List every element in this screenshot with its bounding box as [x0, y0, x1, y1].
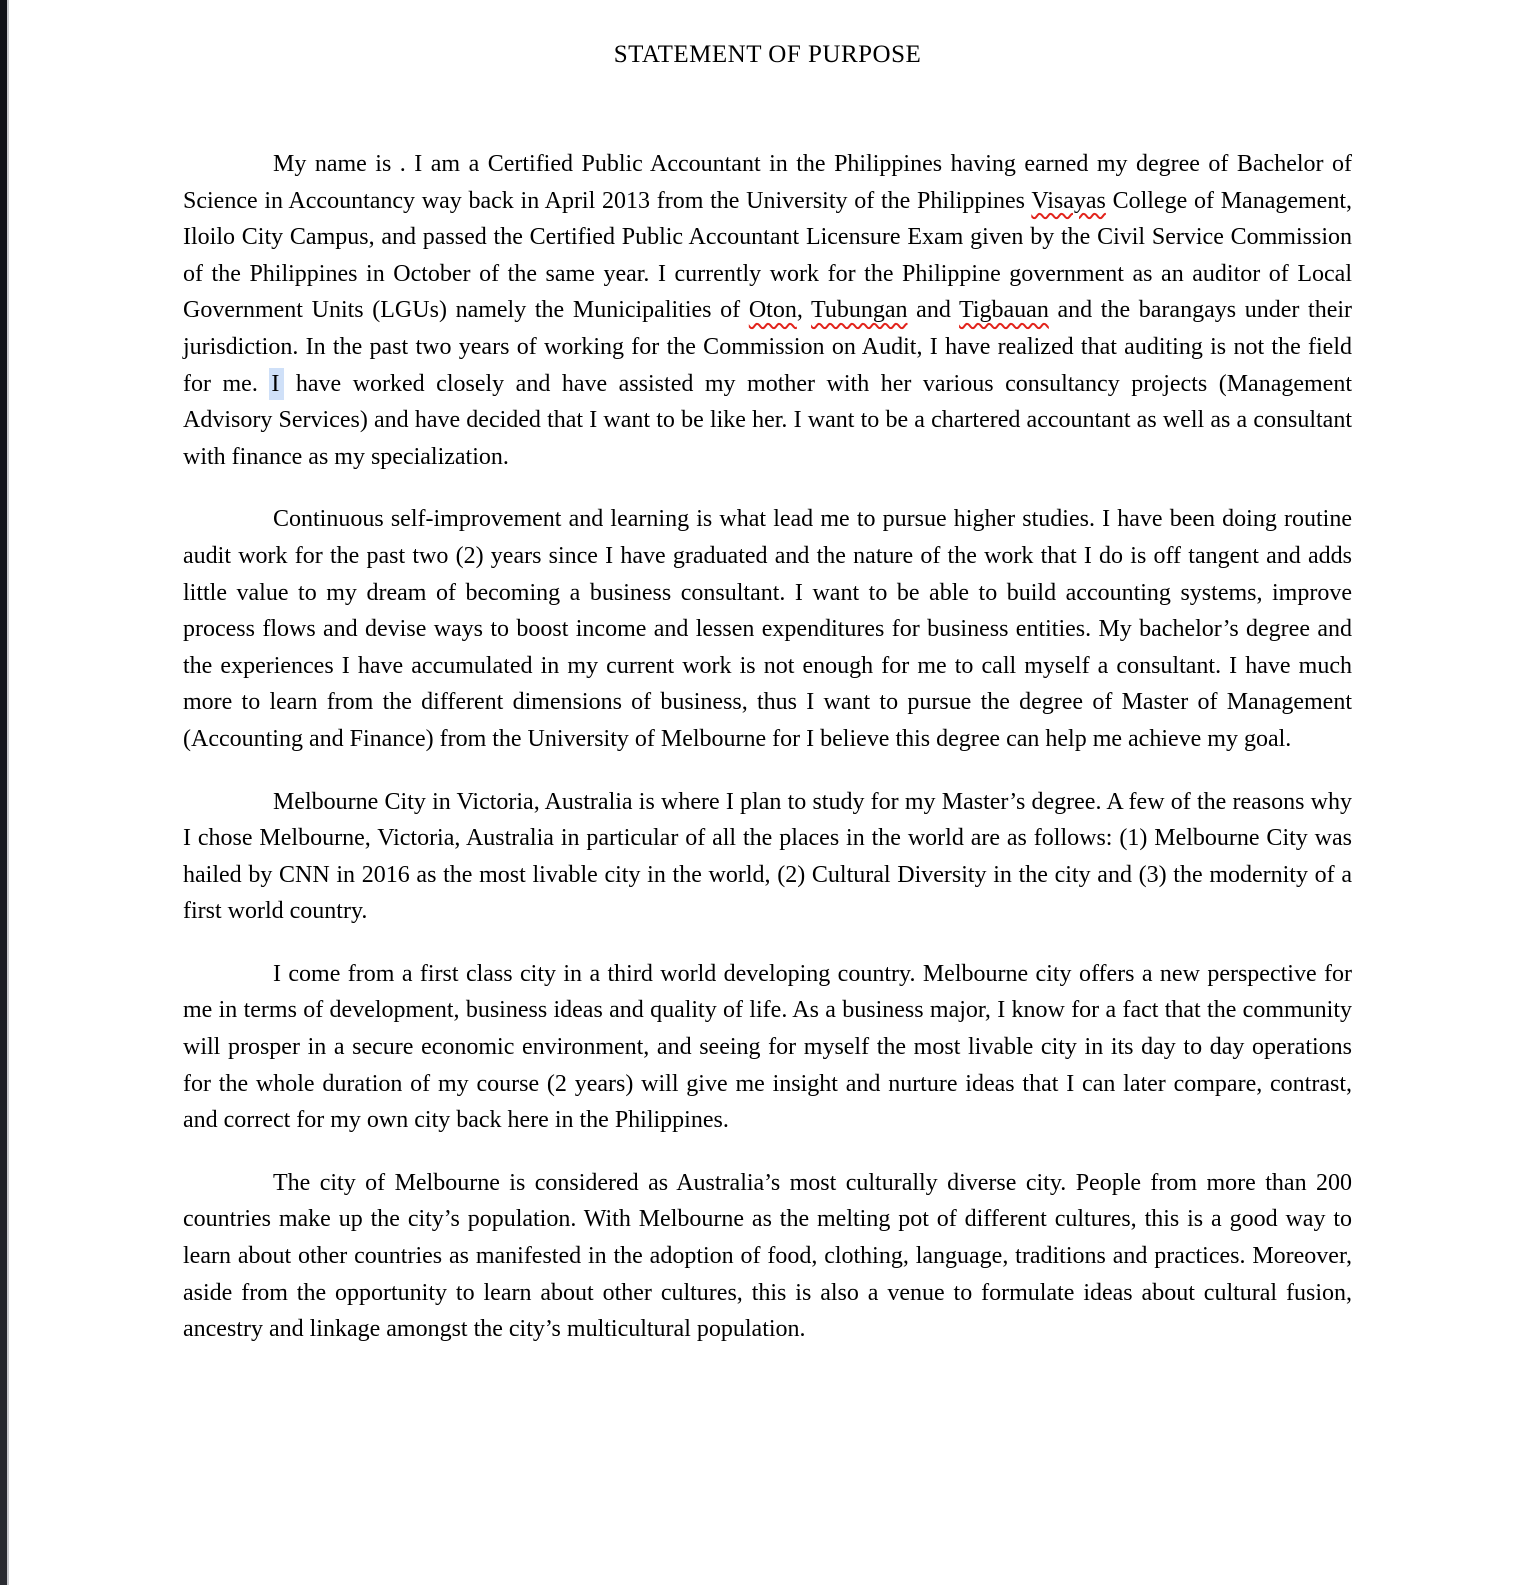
selected-text[interactable]: I — [269, 368, 284, 400]
document-body[interactable] — [183, 146, 1352, 1348]
document-title[interactable]: STATEMENT OF PURPOSE — [613, 41, 922, 68]
text-run[interactable]: Melbourne City in Victoria, Australia is where I plan to study for my Master’s degree. A few of the reasons why I chose Melbourne, Victoria, Australia in particular of all the places in the world are as follows: (1) Melbourne City was hailed by CNN in 2016 as the most livable city in the world, (2) Cultural Diversity in the city and (3) the modernity of a first world country. — [183, 788, 1352, 925]
text-run[interactable]: My name is . I am a Certified Public Accountant in the Philippines having earned my degree of Bachelor of Science in Accountancy way back in April 2013 from the University of the Philippines — [183, 151, 1352, 214]
text-run[interactable]: College of Management, Iloilo City Campus, and passed the Certified Public Accountant Licensure Exam given by the Civil Service Commission of the Philippines in October of the same year. I currently work for the Philippine government as an auditor of Local Government Units (LGUs) namely the Municipalities of — [183, 187, 1352, 324]
misspelled-word[interactable]: Oton — [748, 297, 797, 324]
text-run[interactable]: The city of Melbourne is considered as Australia’s most culturally diverse city. People from more than 200 countries make up the city’s population. With Melbourne as the melting pot of different cultures, this is a good way to learn about other countries as manifested in the adoption of food, clothing, language, traditions and practices. Moreover, aside from the opportunity to learn about other cultures, this is also a venue to formulate ideas about cultural fusion, ancestry and linkage amongst the city’s multicultural population. — [183, 1169, 1352, 1343]
text-run[interactable]: and — [907, 297, 960, 324]
document-page[interactable] — [183, 0, 1352, 1348]
left-window-edge — [0, 0, 7, 1585]
left-page-divider — [7, 0, 9, 1585]
text-run[interactable]: I come from a first class city in a third world developing country. Melbourne city offers a new perspective for me in terms of development, business ideas and quality of life. As a business major, I know for a fact that the community will prosper in a secure economic environment, and seeing for myself the most livable city in its day to day operations for the whole duration of my course (2 years) will give me insight and nurture ideas that I can later compare, contrast, and correct for my own city back here in the Philippines. — [183, 960, 1352, 1134]
paragraph[interactable] — [183, 1165, 1352, 1348]
misspelled-word[interactable]: Tigbauan — [959, 297, 1049, 324]
text-run[interactable]: Continuous self-improvement and learning is what lead me to pursue higher studies. I have been doing routine audit work for the past two (2) years since I have graduated and the nature of the work that I do is off tangent and adds little value to my dream of becoming a business consultant. I want to be able to build accounting systems, improve process flows and devise ways to boost income and lessen expenditures for business entities. My bachelor’s degree and the experiences I have accumulated in my current work is not enough for me to call myself a consultant. I have much more to learn from the different dimensions of business, thus I want to pursue the degree of Master of Management (Accounting and Finance) from the University of Melbourne for I believe this degree can help me achieve my goal. — [183, 506, 1352, 752]
text-run[interactable]: , — [796, 297, 812, 324]
misspelled-word[interactable]: Tubungan — [811, 297, 908, 324]
paragraph[interactable] — [183, 784, 1352, 930]
text-run[interactable]: have worked closely and have assisted my mother with her various consultancy projects (Management Advisory Services) and have decided that I want to be like her. I want to be a chartered accountant as well as a consultant with finance as my specialization. — [183, 370, 1352, 470]
text-run[interactable]: and the barangays under their jurisdiction. In the past two years of working for the Commission on Audit, I have realized that auditing is not the field for me. — [183, 297, 1353, 397]
paragraph[interactable] — [183, 146, 1352, 475]
misspelled-word[interactable]: Visayas — [1031, 187, 1106, 214]
paragraph[interactable] — [183, 956, 1352, 1139]
paragraph[interactable] — [183, 501, 1352, 757]
